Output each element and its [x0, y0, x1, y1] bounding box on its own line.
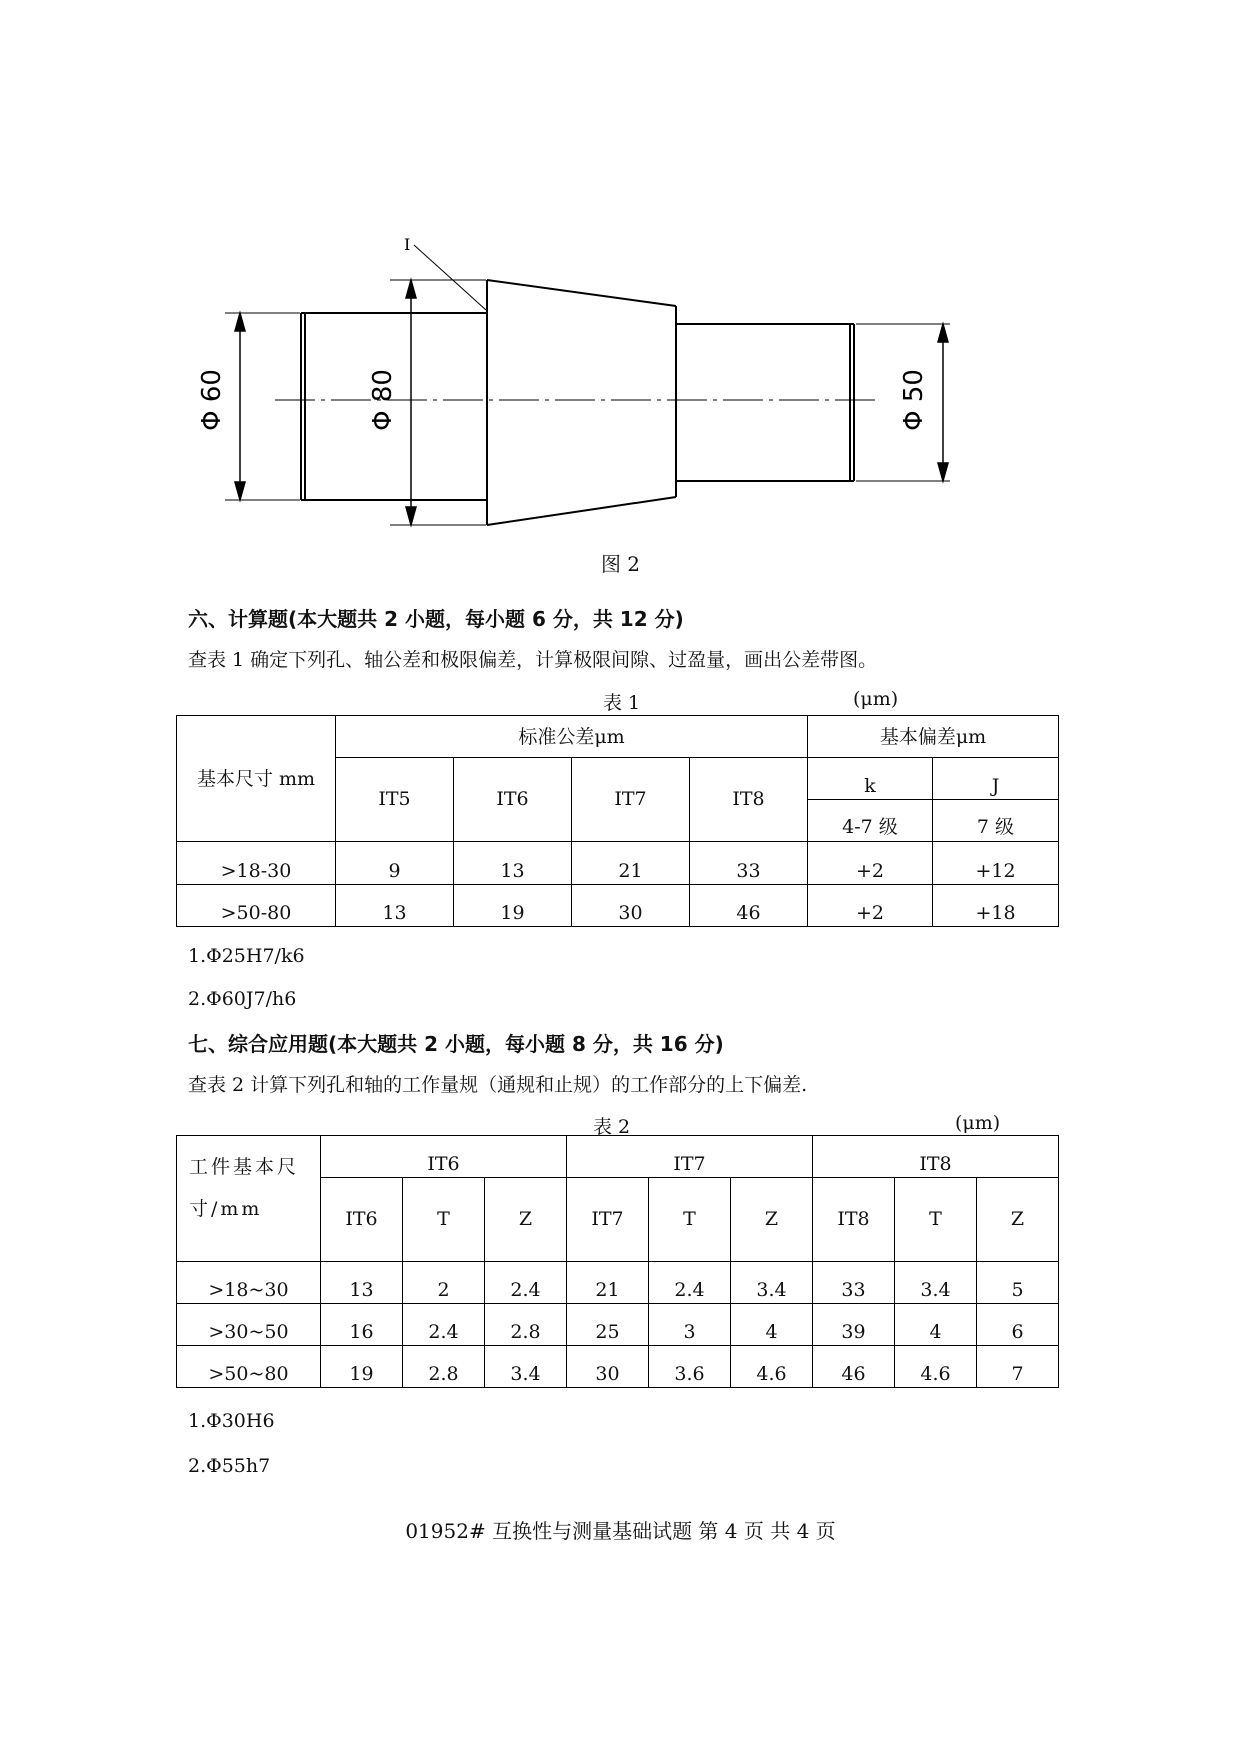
table-cell: 2.4 — [403, 1304, 485, 1346]
table-cell: 13 — [336, 885, 454, 927]
table-cell: 4.6 — [731, 1346, 813, 1388]
table1-col-it5: IT5 — [336, 758, 454, 842]
dim-left-label: Φ 60 — [197, 369, 227, 431]
table2-subcol: IT6 — [321, 1178, 403, 1262]
table1-col-k: k — [808, 758, 933, 800]
table-cell: 33 — [813, 1262, 895, 1304]
shaft-drawing — [180, 235, 980, 535]
table1-col-it6: IT6 — [454, 758, 572, 842]
table1-col-it8: IT8 — [690, 758, 808, 842]
table2-subcol: T — [895, 1178, 977, 1262]
table1-grade-j: 7 级 — [933, 800, 1059, 842]
table-cell: 5 — [977, 1262, 1059, 1304]
table2-subcol: Z — [485, 1178, 567, 1262]
table1-group-dev: 基本偏差μm — [808, 716, 1059, 758]
table-cell: 33 — [690, 842, 808, 885]
table2-group-it8: IT8 — [813, 1136, 1059, 1178]
table-cell: 13 — [454, 842, 572, 885]
table2-range: >50~80 — [177, 1346, 321, 1388]
figure-caption: 图 2 — [600, 552, 641, 576]
table-row — [177, 842, 1059, 885]
table-row — [177, 1304, 1059, 1346]
table-1 — [176, 715, 1059, 927]
table2-unit: (μm) — [955, 1112, 1001, 1134]
table-cell: +2 — [808, 842, 933, 885]
table-cell: 7 — [977, 1346, 1059, 1388]
table-cell: 2.4 — [649, 1262, 731, 1304]
dim-mid-label: Φ 80 — [368, 369, 398, 431]
table2-subcol: IT7 — [567, 1178, 649, 1262]
table1-col-it7: IT7 — [572, 758, 690, 842]
table-2 — [176, 1135, 1059, 1388]
table2-subcol: IT8 — [813, 1178, 895, 1262]
table2-row-header: 工件基本尺寸/mm — [177, 1136, 321, 1262]
table2-group-it6: IT6 — [321, 1136, 567, 1178]
section7-question-1: 1.Φ30H6 — [188, 1410, 275, 1432]
section6-question-2: 2.Φ60J7/h6 — [188, 988, 297, 1010]
table-cell: 4 — [895, 1304, 977, 1346]
table-cell: 3.4 — [895, 1262, 977, 1304]
dim-right-label: Φ 50 — [899, 369, 929, 431]
table1-col-j: J — [933, 758, 1059, 800]
table-row — [177, 1346, 1059, 1388]
table-cell: +18 — [933, 885, 1059, 927]
table-cell: 3.4 — [731, 1262, 813, 1304]
table-cell: 21 — [572, 842, 690, 885]
table-cell: 6 — [977, 1304, 1059, 1346]
table2-title: 表 2 — [593, 1116, 631, 1138]
table1-row-header: 基本尺寸 mm — [177, 716, 336, 842]
table1-group-std: 标准公差μm — [336, 716, 808, 758]
table-cell: 16 — [321, 1304, 403, 1346]
table-cell: 2.8 — [485, 1304, 567, 1346]
table-cell: 19 — [321, 1346, 403, 1388]
table-cell: 39 — [813, 1304, 895, 1346]
section6-instruction: 查表 1 确定下列孔、轴公差和极限偏差，计算极限间隙、过盈量，画出公差带图。 — [188, 649, 878, 671]
table2-subcol: T — [649, 1178, 731, 1262]
table-cell: 2.8 — [403, 1346, 485, 1388]
page-footer: 01952# 互换性与测量基础试题 第 4 页 共 4 页 — [405, 1519, 836, 1543]
table1-unit: (μm) — [853, 688, 899, 710]
table-row — [177, 1262, 1059, 1304]
table-cell: 19 — [454, 885, 572, 927]
table-cell: 46 — [813, 1346, 895, 1388]
table-cell: 30 — [572, 885, 690, 927]
table-cell: 21 — [567, 1262, 649, 1304]
table-cell: 2.4 — [485, 1262, 567, 1304]
table-cell: +2 — [808, 885, 933, 927]
table2-range: >18~30 — [177, 1262, 321, 1304]
table-row — [177, 885, 1059, 927]
table-cell: +12 — [933, 842, 1059, 885]
table-cell: 3.4 — [485, 1346, 567, 1388]
table2-subcol: T — [403, 1178, 485, 1262]
table-cell: 4 — [731, 1304, 813, 1346]
section6-heading: 六、计算题(本大题共 2 小题，每小题 6 分，共 12 分) — [188, 607, 684, 631]
section7-instruction: 查表 2 计算下列孔和轴的工作量规（通规和止规）的工作部分的上下偏差. — [188, 1074, 808, 1096]
table1-range: >18-30 — [177, 842, 336, 885]
section6-question-1: 1.Φ25H7/k6 — [188, 945, 305, 967]
table2-subcol: Z — [731, 1178, 813, 1262]
table-cell: 4.6 — [895, 1346, 977, 1388]
table-cell: 9 — [336, 842, 454, 885]
marker-label: I — [404, 235, 411, 254]
table-cell: 3 — [649, 1304, 731, 1346]
table-cell: 30 — [567, 1346, 649, 1388]
table-cell: 3.6 — [649, 1346, 731, 1388]
section7-question-2: 2.Φ55h7 — [188, 1455, 271, 1477]
table-cell: 25 — [567, 1304, 649, 1346]
table2-group-it7: IT7 — [567, 1136, 813, 1178]
table2-subcol: Z — [977, 1178, 1059, 1262]
table2-range: >30~50 — [177, 1304, 321, 1346]
table-cell: 46 — [690, 885, 808, 927]
table1-title: 表 1 — [603, 692, 641, 714]
section7-heading: 七、综合应用题(本大题共 2 小题，每小题 8 分，共 16 分) — [188, 1032, 724, 1056]
table-cell: 13 — [321, 1262, 403, 1304]
table1-grade-k: 4-7 级 — [808, 800, 933, 842]
table-cell: 2 — [403, 1262, 485, 1304]
table1-range: >50-80 — [177, 885, 336, 927]
